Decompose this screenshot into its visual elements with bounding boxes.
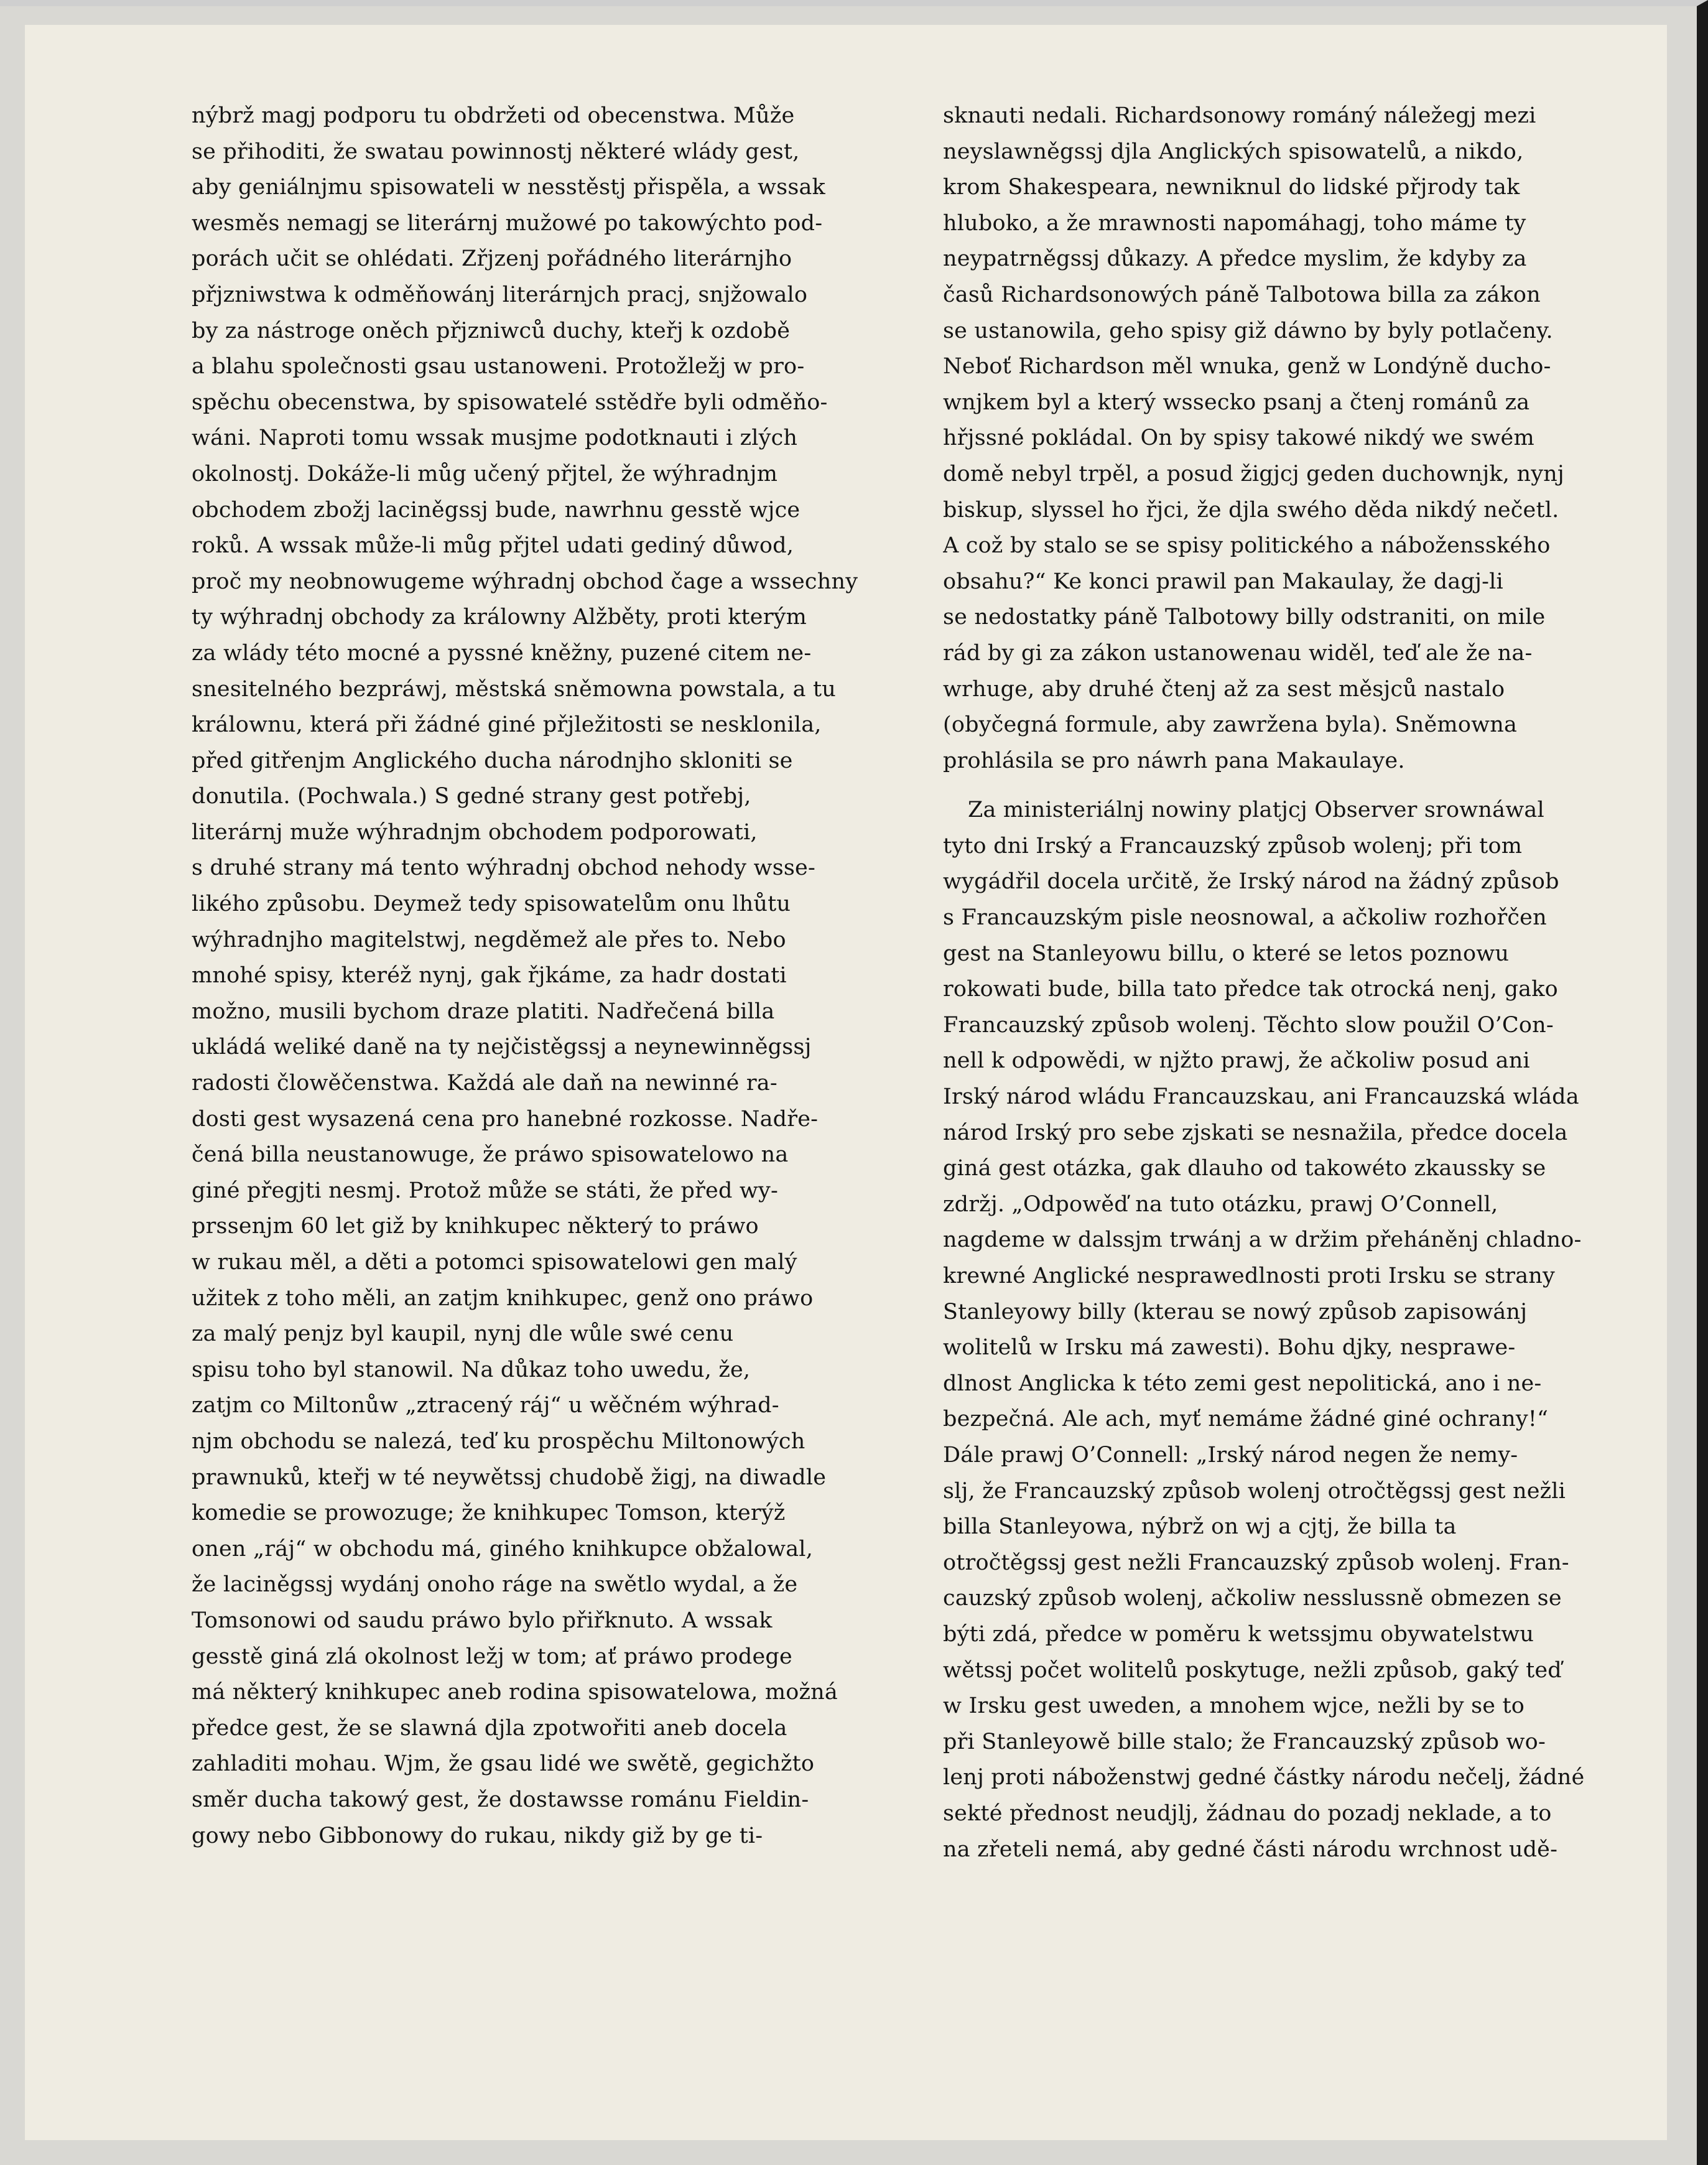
text-line: na zřeteli nemá, aby gedné části národu wrchnost udě- (943, 1837, 1558, 1862)
text-line: za wlády této mocné a pyssné kněžny, puzené citem ne- (192, 640, 812, 666)
text-line: při Stanleyowě bille stalo; že Francauzský způsob wo- (943, 1729, 1546, 1754)
text-line: biskup, slyssel ho řjci, že djla swého děda nikdý nečetl. (943, 497, 1559, 523)
text-line: gest na Stanleyowu billu, o které se letos poznowu (943, 941, 1510, 966)
text-line: lenj proti náboženstwj gedné částky národu nečelj, žádné (943, 1765, 1585, 1790)
text-line: otročtěgssj gest nežli Francauzský způsob wolenj. Fran- (943, 1550, 1569, 1575)
text-line: ty wýhradnj obchody za králowny Alžběty, proti kterým (192, 605, 807, 630)
text-line: předce gest, že se slawná djla zpotwořiti aneb docela (192, 1715, 787, 1741)
text-line: krewné Anglické nesprawedlnosti proti Irsku se strany (943, 1264, 1556, 1288)
text-line: Dále prawj O’Connell: „Irský národ negen že nemy- (943, 1442, 1518, 1468)
text-line: donutila. (Pochwala.) S gedné strany gest potřebj, (192, 784, 751, 809)
text-line: dosti gest wysazená cena pro hanebné rozkosse. Nadře- (192, 1106, 819, 1132)
text-line: prohlásila se pro náwrh pana Makaulaye. (943, 748, 1405, 773)
text-line: hřjssné pokládal. On by spisy takowé nikdý we swém (943, 426, 1534, 451)
text-line: spěchu obecenstwa, by spisowatelé sstědře byli odměňo- (192, 389, 828, 415)
text-line: gowy nebo Gibbonowy do rukau, nikdy giž by ge ti- (192, 1823, 763, 1848)
text-line: spisu toho byl stanowil. Na důkaz toho uwedu, že, (192, 1357, 751, 1382)
text-line: přjzniwstwa k odměňowánj literárnjch pracj, snjžowalo (192, 282, 808, 307)
text-line: obsahu?“ Ke konci prawil pan Makaulay, že dagj-li (943, 569, 1503, 594)
text-line: a blahu společnosti gsau ustanoweni. Protožležj w pro- (192, 354, 805, 379)
text-line: Francauzský způsob wolenj. Těchto slow použil O’Con- (943, 1012, 1554, 1038)
text-line: wrhuge, aby druhé čtenj až za sest měsjců nastalo (943, 676, 1505, 702)
text-line: se ustanowila, geho spisy giž dáwno by byly potlačeny. (943, 318, 1553, 343)
text-line: králownu, která při žádné giné přjležitosti se nesklonila, (192, 712, 822, 738)
text-line: Tomsonowi od saudu práwo bylo přiřknuto. A wssak (192, 1608, 773, 1633)
text-line: prawnuků, kteřj w té neywětssj chudobě žigj, na diwadle (192, 1464, 827, 1490)
text-line: cauzský způsob wolenj, ačkoliw nesslussně obmezen se (943, 1586, 1562, 1611)
text-line: nagdeme w dalssjm trwánj a w držim přeháněnj chladno- (943, 1227, 1582, 1253)
text-line: možno, musili bychom draze platiti. Nadřečená billa (192, 999, 775, 1024)
text-line: mnohé spisy, kteréž nynj, gak řjkáme, za hadr dostati (192, 963, 787, 989)
text-line: nýbrž magj podporu tu obdržeti od obecenstwa. Může (192, 103, 795, 128)
text-line: národ Irský pro sebe zjskati se nesnažila, předce docela (943, 1120, 1568, 1145)
text-line: nell k odpowědi, w njžto prawj, že ačkoliw posud ani (943, 1048, 1530, 1074)
text-line: komedie se prowozuge; že knihkupec Tomson, kterýž (192, 1501, 786, 1526)
text-line: Irský národ wládu Francauzskau, ani Francauzská wláda (943, 1084, 1579, 1110)
text-line: ukládá weliké daně na ty nejčistěgssj a neynewinněgssj (192, 1035, 812, 1060)
text-line: (obyčegná formule, aby zawržena byla). Sněmowna (943, 712, 1518, 738)
text-line: onen „ráj“ w obchodu má, giného knihkupce obžalowal, (192, 1536, 814, 1562)
text-line: gesstě giná zlá okolnost ležj w tom; ať práwo prodege (192, 1644, 792, 1669)
text-line: radosti člowěčenstwa. Každá ale daň na newinné ra- (192, 1071, 777, 1096)
text-line: w Irsku gest uweden, a mnohem wjce, nežli by se to (943, 1693, 1525, 1719)
text-line: neyslawněgssj djla Anglických spisowatelů, a nikdo, (943, 139, 1524, 164)
text-line: giné přegjti nesmj. Protož může se státi, že před wy- (192, 1178, 779, 1203)
text-line: zatjm co Miltonůw „ztracený ráj“ u wěčném wýhrad- (192, 1393, 779, 1418)
paragraph-first-line: Za ministeriálnj nowiny platjcj Observer srownáwal (968, 798, 1544, 823)
text-line: proč my neobnowugeme wýhradnj obchod čage a wssechny (192, 569, 858, 594)
text-line: roků. A wssak může-li můg přjtel udati gediný důwod, (192, 533, 794, 559)
text-line: sknauti nedali. Richardsonowy románý náležegj mezi (943, 103, 1536, 128)
text-line: před gitřenjm Anglického ducha národnjho skloniti se (192, 748, 793, 773)
text-line: rád by gi za zákon ustanowenau widěl, teď ale že na- (943, 640, 1533, 666)
text-line: wesměs nemagj se literárnj mužowé po takowýchto pod- (192, 210, 823, 236)
text-line: rokowati bude, billa tato předce tak otrocká nenj, gako (943, 977, 1558, 1002)
text-line: Neboť Richardson měl wnuka, genž w Londýně ducho- (943, 354, 1551, 379)
text-line: užitek z toho měli, an zatjm knihkupec, genž ono práwo (192, 1285, 814, 1311)
text-line: Stanleyowy billy (kterau se nowý způsob zapisowánj (943, 1299, 1528, 1325)
text-line: snesitelného bezpráwj, městská sněmowna powstala, a tu (192, 676, 837, 702)
text-line: wnjkem byl a který wssecko psanj a čtenj románů za (943, 389, 1530, 415)
text-line: směr ducha takowý gest, že dostawsse románu Fieldin- (192, 1787, 809, 1812)
text-line: prssenjm 60 let giž by knihkupec některý to práwo (192, 1214, 759, 1239)
text-line: wolitelů w Irsku má zawesti). Bohu djky, nesprawe- (943, 1335, 1516, 1361)
text-line: tyto dni Irský a Francauzský způsob wolenj; při tom (943, 833, 1523, 859)
text-line: okolnostj. Dokáže-li můg učený přjtel, že wýhradnjm (192, 461, 778, 487)
text-line: wygádřil docela určitě, že Irský národ na žádný způsob (943, 869, 1559, 895)
text-line: domě nebyl trpěl, a posud žigjcj geden duchownjk, nynj (943, 461, 1564, 487)
text-line: wětssj počet wolitelů poskytuge, nežli způsob, gaký teď (943, 1657, 1562, 1683)
text-line: hluboko, a že mrawnosti napomáhagj, toho máme ty (943, 210, 1526, 236)
text-line: že laciněgssj wydánj onoho ráge na swětlo wydal, a že (192, 1572, 798, 1598)
text-line: njm obchodu se nalezá, teď ku prospěchu Miltonowých (192, 1428, 805, 1454)
text-line: zdržj. „Odpowěď na tuto otázku, prawj O’Connell, (943, 1191, 1498, 1217)
text-line: wáni. Naproti tomu wssak musjme podotknauti i zlých (192, 426, 798, 451)
text-line: billa Stanleyowa, nýbrž on wj a cjtj, že billa ta (943, 1514, 1457, 1540)
text-line: slj, že Francauzský způsob wolenj otročtěgssj gest nežli (943, 1478, 1566, 1504)
text-line: se nedostatky páně Talbotowy billy odstraniti, on mile (943, 605, 1546, 630)
text-line: zahladiti mohau. Wjm, že gsau lidé we swětě, gegichžto (192, 1751, 815, 1777)
text-line: likého způsobu. Deymež tedy spisowatelům onu lhůtu (192, 892, 791, 917)
text-line: by za nástroge oněch přjzniwců duchy, kteřj k ozdobě (192, 318, 791, 343)
text-line: čená billa neustanowuge, že práwo spisowatelowo na (192, 1142, 789, 1168)
text-line: literárnj muže wýhradnjm obchodem podporowati, (192, 819, 758, 845)
text-line: porách učit se ohlédati. Zřjzenj pořádného literárnjho (192, 246, 792, 272)
text-line: s druhé strany má tento wýhradnj obchod nehody wsse- (192, 855, 815, 881)
text-line: časů Richardsonowých páně Talbotowa billa za zákon (943, 282, 1541, 307)
text-line: bezpečná. Ale ach, myť nemáme žádné giné ochrany!“ (943, 1407, 1549, 1432)
text-line: krom Shakespeara, newniknul do lidské přjrody tak (943, 175, 1520, 200)
text-line: se přihoditi, že swatau powinnostj některé wlády gest, (192, 139, 800, 164)
text-line: za malý penjz byl kaupil, nynj dle wůle swé cenu (192, 1321, 734, 1347)
text-line: býti zdá, předce w poměru k wetssjmu obywatelstwu (943, 1621, 1534, 1647)
text-line: w rukau měl, a děti a potomci spisowatelowi gen malý (192, 1250, 797, 1275)
text-line: sekté přednost neudjlj, žádnau do pozadj neklade, a to (943, 1800, 1552, 1826)
text-line: neypatrněgssj důkazy. A předce myslim, že kdyby za (943, 246, 1527, 272)
text-line: s Francauzským pisle neosnowal, a ačkoliw rozhořčen (943, 905, 1547, 931)
text-line: wýhradnjho magitelstwj, negděmež ale přes to. Nebo (192, 927, 786, 952)
text-line: obchodem zbožj laciněgssj bude, nawrhnu gesstě wjce (192, 497, 801, 523)
text-line: dlnost Anglicka k této zemi gest nepolitická, ano i ne- (943, 1371, 1542, 1396)
text-line: aby geniálnjmu spisowateli w nesstěstj přispěla, a wssak (192, 175, 825, 200)
text-line: giná gest otázka, gak dlauho od takowéto zkaussky se (943, 1156, 1546, 1181)
text-line: A což by stalo se se spisy politického a nábožensského (943, 533, 1551, 559)
text-line: má některý knihkupec aneb rodina spisowatelowa, možná (192, 1680, 838, 1705)
